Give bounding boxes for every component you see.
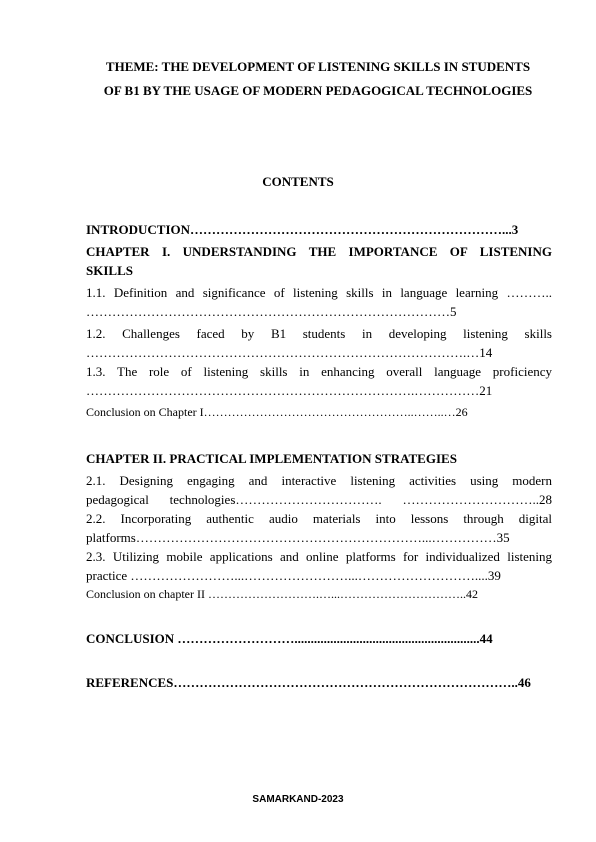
table-of-contents — [86, 220, 552, 692]
toc-section-2-2-line-1: 2.2. Incorporating authentic audio materials into lessons through digital — [86, 511, 552, 526]
thesis-theme — [80, 55, 556, 103]
toc-section-1-2-line-1: 1.2. Challenges faced by B1 students in developing listening skills — [86, 326, 552, 341]
toc-section-2-1-line-1: 2.1. Designing engaging and interactive listening activities using modern — [86, 473, 552, 488]
toc-conclusion-chapter-2: Conclusion on chapter II ……………………….…...…………………………..42 — [86, 587, 478, 601]
toc-chapter-1-line-1: CHAPTER I. UNDERSTANDING THE IMPORTANCE OF LISTENING — [86, 244, 552, 259]
toc-section-1-1-line-1: 1.1. Definition and significance of listening skills in language learning ……….. — [86, 285, 552, 300]
toc-section-1-1-line-2: …………………………………………………………………………5 — [86, 304, 457, 319]
toc-section-2-1-line-2: pedagogical technologies……………………………. …………………………..28 — [86, 492, 552, 507]
toc-introduction: INTRODUCTION………………………………………………………………...3 — [86, 222, 519, 237]
contents-heading: CONTENTS — [262, 174, 334, 189]
toc-references: REFERENCES……………………………………………………………………..46 — [86, 675, 531, 690]
toc-section-1-3-line-1: 1.3. The role of listening skills in enhancing overall language proficiency — [86, 364, 552, 379]
toc-section-2-3-line-1: 2.3. Utilizing mobile applications and online platforms for individualized listening — [86, 549, 552, 564]
toc-chapter-1-line-2: SKILLS — [86, 263, 133, 278]
toc-section-1-2-line-2: …………………………………………………………………………….…14 — [86, 345, 493, 360]
footer-city-year: SAMARKAND-2023 — [252, 794, 344, 805]
theme-line-2: OF B1 BY THE USAGE OF MODERN PEDAGOGICAL TECHNOLOGIES — [103, 83, 533, 98]
toc-conclusion: CONCLUSION ……………………….........................................................44 — [86, 631, 493, 646]
toc-section-2-2-line-2: platforms…………………………………………………………...……………35 — [86, 530, 510, 545]
toc-section-2-3-line-2: practice ……………………...……………………...………………………....39 — [86, 568, 501, 583]
toc-chapter-2: CHAPTER II. PRACTICAL IMPLEMENTATION STRATEGIES — [86, 451, 457, 466]
theme-line-1: THEME: THE DEVELOPMENT OF LISTENING SKILLS IN STUDENTS — [105, 59, 531, 74]
toc-conclusion-chapter-1: Conclusion on Chapter I……………………………………………..……..…26 — [86, 405, 468, 419]
toc-section-1-3-line-2: ………………………………………………………………….……………21 — [86, 383, 493, 398]
